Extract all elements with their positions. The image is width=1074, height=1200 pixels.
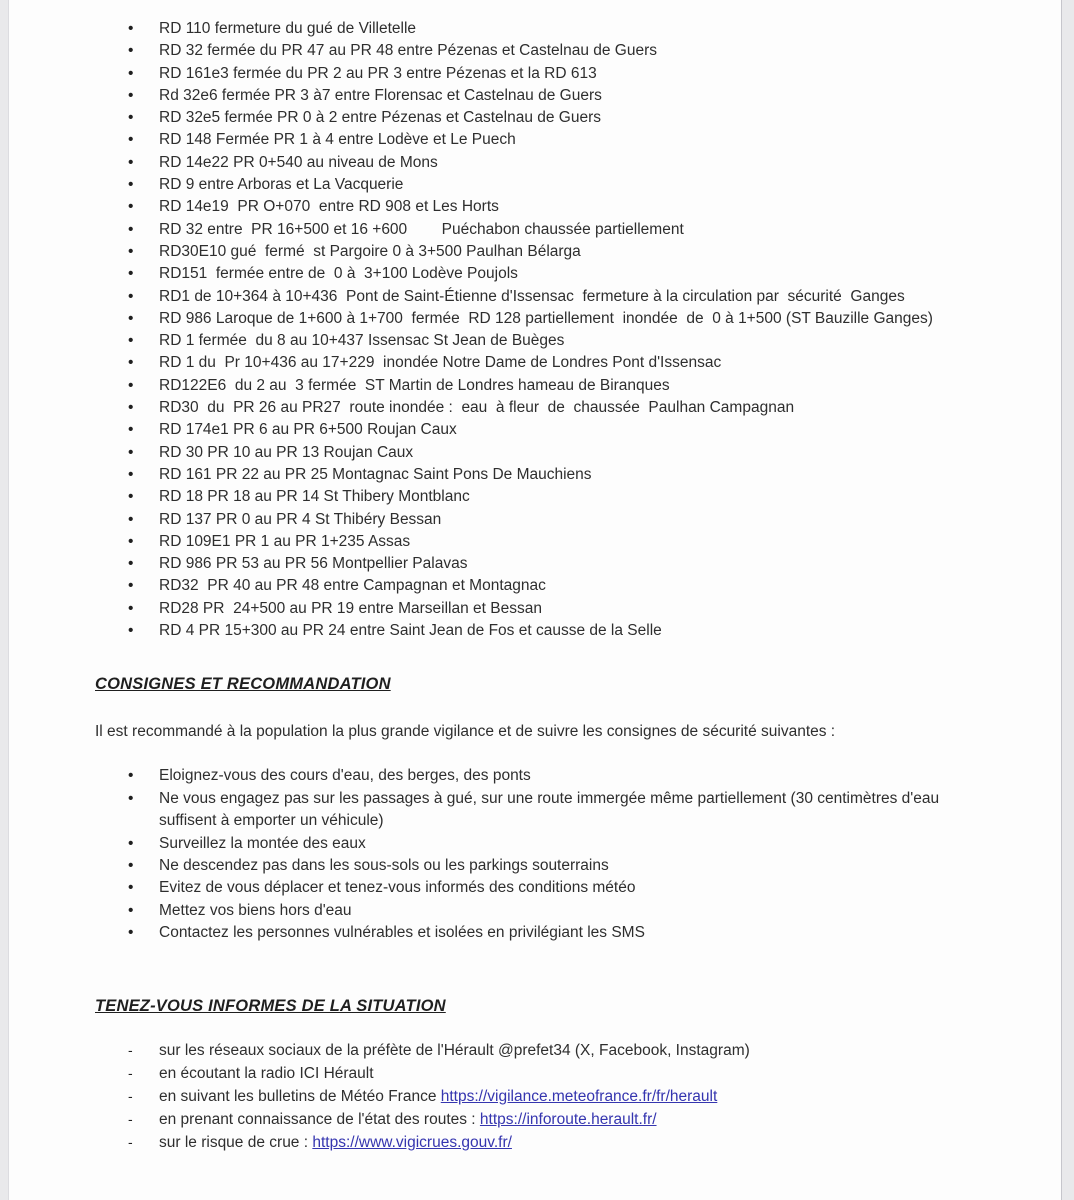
right-edge-strip bbox=[1062, 0, 1074, 1200]
info-source-item bbox=[95, 1085, 1031, 1108]
road-closure-item bbox=[95, 174, 1031, 196]
dot-bullet-icon: • bbox=[128, 287, 134, 305]
dot-bullet-icon: • bbox=[128, 42, 134, 60]
road-closure-item bbox=[95, 509, 1031, 531]
dot-bullet-icon: • bbox=[128, 834, 134, 852]
dot-bullet-icon: • bbox=[128, 421, 134, 439]
dot-bullet-icon: • bbox=[128, 153, 134, 171]
dot-bullet-icon: • bbox=[128, 555, 134, 573]
info-source-item bbox=[95, 1039, 1031, 1062]
info-source-item-text: en prenant connaissance de l'état des routes : bbox=[159, 1110, 480, 1128]
dash-bullet-icon: - bbox=[128, 1087, 133, 1104]
consigne-item bbox=[95, 922, 959, 944]
dot-bullet-icon: • bbox=[128, 109, 134, 127]
road-closure-item-text: RD 148 Fermée PR 1 à 4 entre Lodève et Le Puech bbox=[159, 131, 516, 149]
dot-bullet-icon: • bbox=[128, 488, 134, 506]
document-page bbox=[8, 0, 1062, 1200]
road-closure-item bbox=[95, 241, 1031, 263]
dot-bullet-icon: • bbox=[128, 856, 134, 874]
dot-bullet-icon: • bbox=[128, 532, 134, 550]
dot-bullet-icon: • bbox=[128, 901, 134, 919]
dot-bullet-icon: • bbox=[128, 879, 134, 897]
dot-bullet-icon: • bbox=[128, 789, 134, 807]
consignes-heading: CONSIGNES ET RECOMMANDATION bbox=[95, 675, 391, 694]
consignes-list bbox=[95, 765, 1031, 944]
road-closure-item-text: RD 110 fermeture du gué de Villetelle bbox=[159, 20, 417, 37]
dot-bullet-icon: • bbox=[128, 510, 134, 528]
road-closure-item bbox=[95, 620, 1031, 642]
road-closure-item-text: Rd 32e6 fermée PR 3 à7 entre Florensac et Castelnau de Guers bbox=[159, 86, 602, 104]
dot-bullet-icon: • bbox=[128, 309, 134, 327]
road-closure-item bbox=[95, 575, 1031, 597]
consigne-item bbox=[95, 877, 959, 899]
hyperlink[interactable]: https://www.vigicrues.gouv.fr/ bbox=[312, 1133, 512, 1151]
dot-bullet-icon: • bbox=[128, 220, 134, 238]
info-source-item-text: en suivant les bulletins de Météo France bbox=[159, 1087, 441, 1105]
dot-bullet-icon: • bbox=[128, 20, 134, 37]
road-closure-item-text: RD 986 Laroque de 1+600 à 1+700 fermée RD 128 partiellement inondée de 0 à 1+500 (ST Bauzille Ganges) bbox=[159, 309, 933, 327]
road-closure-item bbox=[95, 598, 1031, 620]
consigne-item-text: Evitez de vous déplacer et tenez-vous informés des conditions météo bbox=[159, 879, 636, 897]
road-closure-item bbox=[95, 63, 1031, 85]
road-closure-item-text: RD122E6 du 2 au 3 fermée ST Martin de Londres hameau de Biranques bbox=[159, 376, 670, 394]
road-closure-item-text: RD 14e22 PR 0+540 au niveau de Mons bbox=[159, 153, 438, 171]
road-closure-item-text: RD 4 PR 15+300 au PR 24 entre Saint Jean de Fos et causse de la Selle bbox=[159, 622, 662, 640]
road-closure-item bbox=[95, 286, 1031, 308]
dash-bullet-icon: - bbox=[128, 1064, 133, 1081]
consigne-item-text: Surveillez la montée des eaux bbox=[159, 834, 366, 852]
dot-bullet-icon: • bbox=[128, 198, 134, 216]
dot-bullet-icon: • bbox=[128, 399, 134, 417]
road-closure-item bbox=[95, 375, 1031, 397]
consigne-item-text: Mettez vos biens hors d'eau bbox=[159, 901, 352, 919]
consigne-item-text: Contactez les personnes vulnérables et isolées en privilégiant les SMS bbox=[159, 924, 645, 942]
road-closure-item bbox=[95, 553, 1031, 575]
road-closure-item-text: RD32 PR 40 au PR 48 entre Campagnan et Montagnac bbox=[159, 577, 546, 595]
dot-bullet-icon: • bbox=[128, 924, 134, 942]
road-closure-item bbox=[95, 442, 1031, 464]
road-closure-item-text: RD 32e5 fermée PR 0 à 2 entre Pézenas et Castelnau de Guers bbox=[159, 109, 601, 127]
road-closure-item-text: RD 161e3 fermée du PR 2 au PR 3 entre Pézenas et la RD 613 bbox=[159, 64, 597, 82]
road-closure-item bbox=[95, 85, 1031, 107]
info-heading: TENEZ-VOUS INFORMES DE LA SITUATION bbox=[95, 996, 446, 1015]
dot-bullet-icon: • bbox=[128, 376, 134, 394]
info-source-item-text: sur le risque de crue : bbox=[159, 1133, 313, 1151]
hyperlink[interactable]: https://inforoute.herault.fr/ bbox=[479, 1110, 657, 1128]
dot-bullet-icon: • bbox=[128, 332, 134, 350]
document-content bbox=[9, 0, 1061, 1154]
consigne-item bbox=[95, 788, 959, 833]
info-sources-list bbox=[95, 1039, 1031, 1154]
info-source-item bbox=[95, 1108, 1031, 1131]
road-closure-item-text: RD 9 entre Arboras et La Vacquerie bbox=[159, 176, 404, 194]
road-closure-item-text: RD 32 entre PR 16+500 et 16 +600 Puéchabon chaussée partiellement bbox=[159, 220, 684, 238]
road-closure-item bbox=[95, 18, 1031, 40]
dot-bullet-icon: • bbox=[128, 265, 134, 283]
hyperlink[interactable]: https://vigilance.meteofrance.fr/fr/herault bbox=[440, 1087, 718, 1105]
dot-bullet-icon: • bbox=[128, 176, 134, 194]
dot-bullet-icon: • bbox=[128, 354, 134, 372]
dash-bullet-icon: - bbox=[128, 1133, 133, 1150]
road-closure-item bbox=[95, 464, 1031, 486]
road-closures-list bbox=[95, 18, 1031, 642]
road-closure-item bbox=[95, 531, 1031, 553]
road-closure-item-text: RD 32 fermée du PR 47 au PR 48 entre Pézenas et Castelnau de Guers bbox=[159, 42, 658, 60]
road-closure-item bbox=[95, 419, 1031, 441]
consigne-item bbox=[95, 765, 959, 787]
dot-bullet-icon: • bbox=[128, 599, 134, 617]
dot-bullet-icon: • bbox=[128, 86, 134, 104]
consigne-item bbox=[95, 900, 959, 922]
left-edge-strip bbox=[0, 0, 8, 1200]
road-closure-item bbox=[95, 129, 1031, 151]
consigne-item-text: Ne vous engagez pas sur les passages à gué, sur une route immergée même partiellement (30 centimètres d'eau suffisent à emporter un véhicule) bbox=[159, 789, 944, 830]
dash-bullet-icon: - bbox=[128, 1110, 133, 1127]
road-closure-item-text: RD1 de 10+364 à 10+436 Pont de Saint-Étienne d'Issensac fermeture à la circulation par sécurité Ganges bbox=[159, 287, 905, 305]
road-closure-item-text: RD 14e19 PR O+070 entre RD 908 et Les Horts bbox=[159, 198, 499, 216]
consigne-item-text: Ne descendez pas dans les sous-sols ou les parkings souterrains bbox=[159, 856, 609, 874]
road-closure-item-text: RD 174e1 PR 6 au PR 6+500 Roujan Caux bbox=[159, 421, 457, 439]
road-closure-item-text: RD 18 PR 18 au PR 14 St Thibery Montblanc bbox=[159, 488, 470, 506]
road-closure-item-text: RD30 du PR 26 au PR27 route inondée : eau à fleur de chaussée Paulhan Campagnan bbox=[159, 399, 795, 417]
info-source-item-text: sur les réseaux sociaux de la préfète de l'Hérault @prefet34 (X, Facebook, Instagram) bbox=[159, 1041, 750, 1059]
dash-bullet-icon: - bbox=[128, 1041, 133, 1058]
road-closure-item bbox=[95, 352, 1031, 374]
consigne-item-text: Eloignez-vous des cours d'eau, des berges, des ponts bbox=[159, 767, 531, 785]
consigne-item bbox=[95, 855, 959, 877]
road-closure-item bbox=[95, 196, 1031, 218]
road-closure-item bbox=[95, 40, 1031, 62]
road-closure-item-text: RD 161 PR 22 au PR 25 Montagnac Saint Pons De Mauchiens bbox=[159, 465, 592, 483]
road-closure-item bbox=[95, 107, 1031, 129]
road-closure-item-text: RD 30 PR 10 au PR 13 Roujan Caux bbox=[159, 443, 414, 461]
dot-bullet-icon: • bbox=[128, 577, 134, 595]
road-closure-item-text: RD 109E1 PR 1 au PR 1+235 Assas bbox=[159, 532, 411, 550]
road-closure-item-text: RD30E10 gué fermé st Pargoire 0 à 3+500 Paulhan Bélarga bbox=[159, 242, 581, 260]
dot-bullet-icon: • bbox=[128, 465, 134, 483]
road-closure-item bbox=[95, 219, 1031, 241]
dot-bullet-icon: • bbox=[128, 622, 134, 640]
dot-bullet-icon: • bbox=[128, 131, 134, 149]
road-closure-item-text: RD151 fermée entre de 0 à 3+100 Lodève Poujols bbox=[159, 265, 518, 283]
road-closure-item bbox=[95, 152, 1031, 174]
dot-bullet-icon: • bbox=[128, 767, 134, 785]
road-closure-item bbox=[95, 308, 1031, 330]
info-source-item bbox=[95, 1062, 1031, 1085]
road-closure-item bbox=[95, 330, 1031, 352]
road-closure-item bbox=[95, 486, 1031, 508]
road-closure-item-text: RD 1 du Pr 10+436 au 17+229 inondée Notre Dame de Londres Pont d'Issensac bbox=[159, 354, 722, 372]
dot-bullet-icon: • bbox=[128, 64, 134, 82]
road-closure-item-text: RD 1 fermée du 8 au 10+437 Issensac St Jean de Buèges bbox=[159, 332, 565, 350]
info-source-item-text: en écoutant la radio ICI Hérault bbox=[159, 1064, 374, 1082]
road-closure-item-text: RD 986 PR 53 au PR 56 Montpellier Palavas bbox=[159, 555, 468, 573]
road-closure-item-text: RD 137 PR 0 au PR 4 St Thibéry Bessan bbox=[159, 510, 442, 528]
dot-bullet-icon: • bbox=[128, 242, 134, 260]
dot-bullet-icon: • bbox=[128, 443, 134, 461]
info-source-item bbox=[95, 1131, 1031, 1154]
consignes-intro: Il est recommandé à la population la plus grande vigilance et de suivre les consignes de sécurité suivantes : bbox=[95, 723, 836, 741]
road-closure-item bbox=[95, 397, 1031, 419]
road-closure-item-text: RD28 PR 24+500 au PR 19 entre Marseillan et Bessan bbox=[159, 599, 542, 617]
road-closure-item bbox=[95, 263, 1031, 285]
consigne-item bbox=[95, 833, 959, 855]
